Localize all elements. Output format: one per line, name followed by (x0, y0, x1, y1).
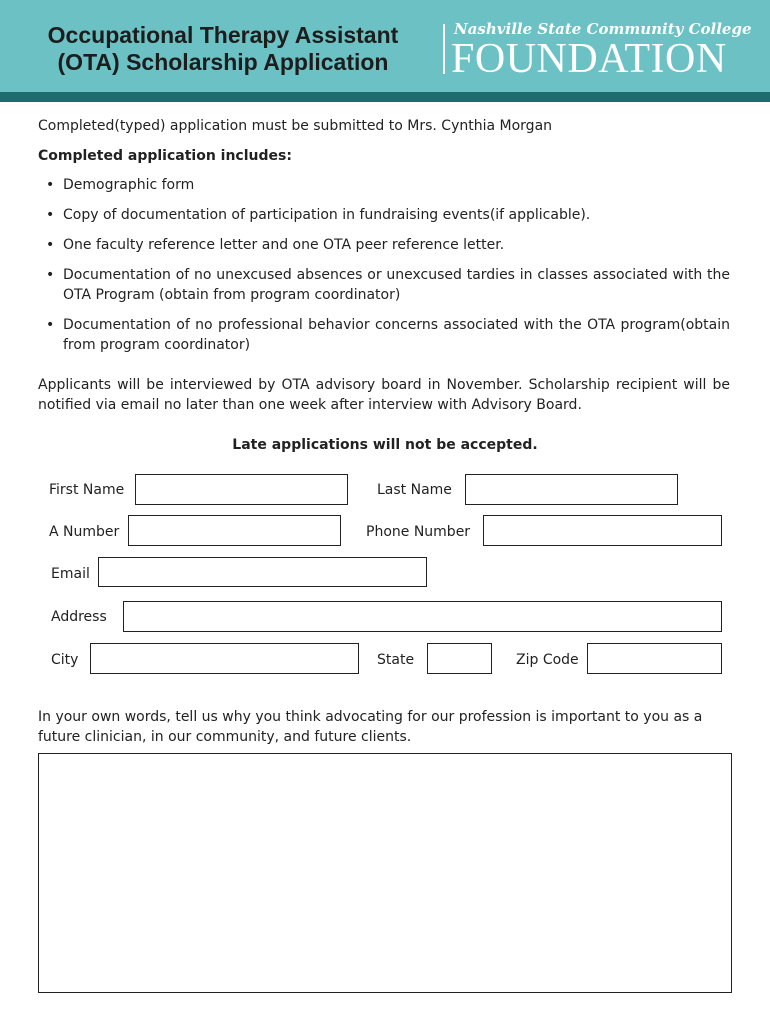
logo-foundation: FOUNDATION (451, 36, 727, 82)
header-divider (443, 24, 445, 74)
logo-college-name: Nashville State Community College (454, 20, 752, 38)
list-item: • Demographic form (40, 175, 730, 195)
address-label: Address (51, 609, 107, 625)
state-field[interactable] (427, 643, 492, 674)
essay-textarea[interactable] (38, 753, 732, 993)
address-field[interactable] (123, 601, 722, 632)
zip-code-field[interactable] (587, 643, 722, 674)
essay-prompt: In your own words, tell us why you think advocating for our profession is important to you as a future clinician, in our community, and future clients. (38, 709, 703, 745)
last-name-label: Last Name (377, 482, 452, 498)
interview-note: Applicants will be interviewed by OTA advisory board in November. Scholarship recipient will be notified via email no later than one week after interview with Advisory Board. (38, 377, 730, 413)
list-item: • Documentation of no unexcused absences or unexcused tardies in classes associated with the OTA Program (obtain from program coordinator) (40, 265, 730, 305)
title-line-1: Occupational Therapy Assistant (47, 22, 399, 48)
phone-number-field[interactable] (483, 515, 722, 546)
list-item: • One faculty reference letter and one OTA peer reference letter. (40, 235, 730, 255)
a-number-label: A Number (49, 524, 120, 540)
last-name-field[interactable] (465, 474, 678, 505)
includes-heading: Completed application includes: (38, 148, 292, 164)
zip-code-label: Zip Code (516, 652, 579, 668)
list-item: • Copy of documentation of participation in fundraising events(if applicable). (40, 205, 730, 225)
email-field[interactable] (98, 557, 427, 587)
header-accent-bar (0, 92, 770, 102)
email-label: Email (51, 566, 90, 582)
requirements-list (40, 175, 730, 355)
submit-note: Completed(typed) application must be submitted to Mrs. Cynthia Morgan (38, 118, 553, 134)
page-title (14, 22, 432, 76)
a-number-field[interactable] (128, 515, 341, 546)
state-label: State (377, 652, 415, 668)
first-name-label: First Name (49, 482, 125, 498)
title-line-2: (OTA) Scholarship Application (57, 49, 389, 75)
city-label: City (51, 652, 79, 668)
late-note: Late applications will not be accepted. (232, 437, 538, 453)
phone-number-label: Phone Number (366, 524, 471, 540)
city-field[interactable] (90, 643, 359, 674)
first-name-field[interactable] (135, 474, 348, 505)
list-item: • Documentation of no professional behavior concerns associated with the OTA program(obtain from program coordinator) (40, 315, 730, 355)
